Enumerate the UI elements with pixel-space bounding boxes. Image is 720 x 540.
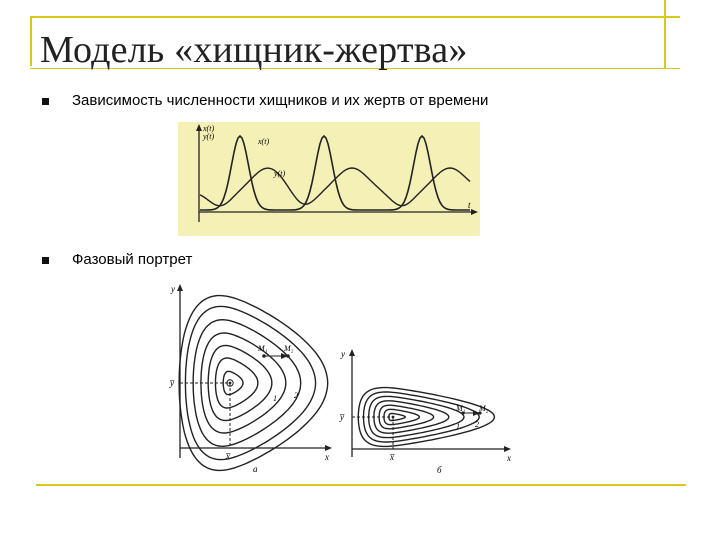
orbits-b-orbit	[389, 414, 405, 421]
phase-b-y-arrow	[349, 349, 355, 356]
time-plot-background	[178, 122, 480, 236]
phase-a-x-arrow	[325, 445, 332, 451]
time-plot-axis-label-x: x(t)	[203, 124, 215, 133]
time-dependence-plot	[178, 122, 480, 236]
phase-b-curve-2-label: 2	[475, 420, 479, 429]
bullet-marker-1	[42, 98, 49, 105]
phase-portrait-b	[335, 345, 520, 475]
phase-b-ybar-label: y̅	[340, 412, 344, 422]
phase-b-equilibrium-point	[392, 416, 395, 419]
phase-a-xbar-label: x̅	[226, 451, 230, 461]
phase-a-curve-2-label: 2	[294, 391, 298, 400]
frame-top-line	[30, 16, 680, 18]
phase-portrait-a	[160, 280, 335, 475]
phase-a-m2-label: M₂	[284, 344, 294, 353]
phase-a-ybar-label: y̅	[170, 378, 174, 388]
orbits-b-orbit	[364, 392, 480, 442]
bullet-time-dependence: Зависимость численности хищников и их жертв от времени	[72, 92, 489, 109]
phase-a-axis-x-label: x	[325, 452, 329, 462]
phase-a-y-arrow	[177, 284, 183, 291]
phase-b-caption: б	[437, 465, 442, 475]
phase-b-axis-x-label: x	[507, 453, 511, 463]
phase-a-axis-y-label: y	[171, 284, 175, 294]
phase-b-xbar-label: x̅	[390, 452, 394, 462]
time-plot-curve-label-y: y(t)	[274, 169, 286, 178]
phase-a-m1-label: M₁	[258, 344, 268, 353]
time-plot-curve-label-x: x(t)	[258, 137, 270, 146]
bullet-phase-portrait: Фазовый портрет	[72, 251, 193, 268]
bullet-marker-2	[42, 257, 49, 264]
phase-b-m1-label: M₁	[456, 404, 466, 413]
time-plot-t-label: t	[468, 200, 471, 210]
phase-b-m2-label: M₂	[479, 404, 489, 413]
phase-b-x-arrow	[504, 446, 511, 452]
frame-right-line	[664, 0, 666, 68]
slide-title: Модель «хищник-жертва»	[40, 29, 468, 71]
orbits-a-orbit	[193, 320, 301, 447]
phase-b-axis-y-label: y	[341, 349, 345, 359]
frame-left-line	[30, 16, 32, 66]
phase-b-curve-1-label: 1	[456, 422, 460, 431]
time-plot-axis-label-y: y(t)	[203, 132, 215, 141]
phase-a-equilibrium-point	[229, 382, 232, 385]
phase-a-caption: а	[253, 464, 258, 474]
phase-a-m1-point	[262, 354, 266, 358]
frame-bottom-line	[36, 484, 686, 486]
phase-a-m2-point	[286, 354, 290, 358]
phase-a-curve-1-label: 1	[273, 394, 277, 403]
